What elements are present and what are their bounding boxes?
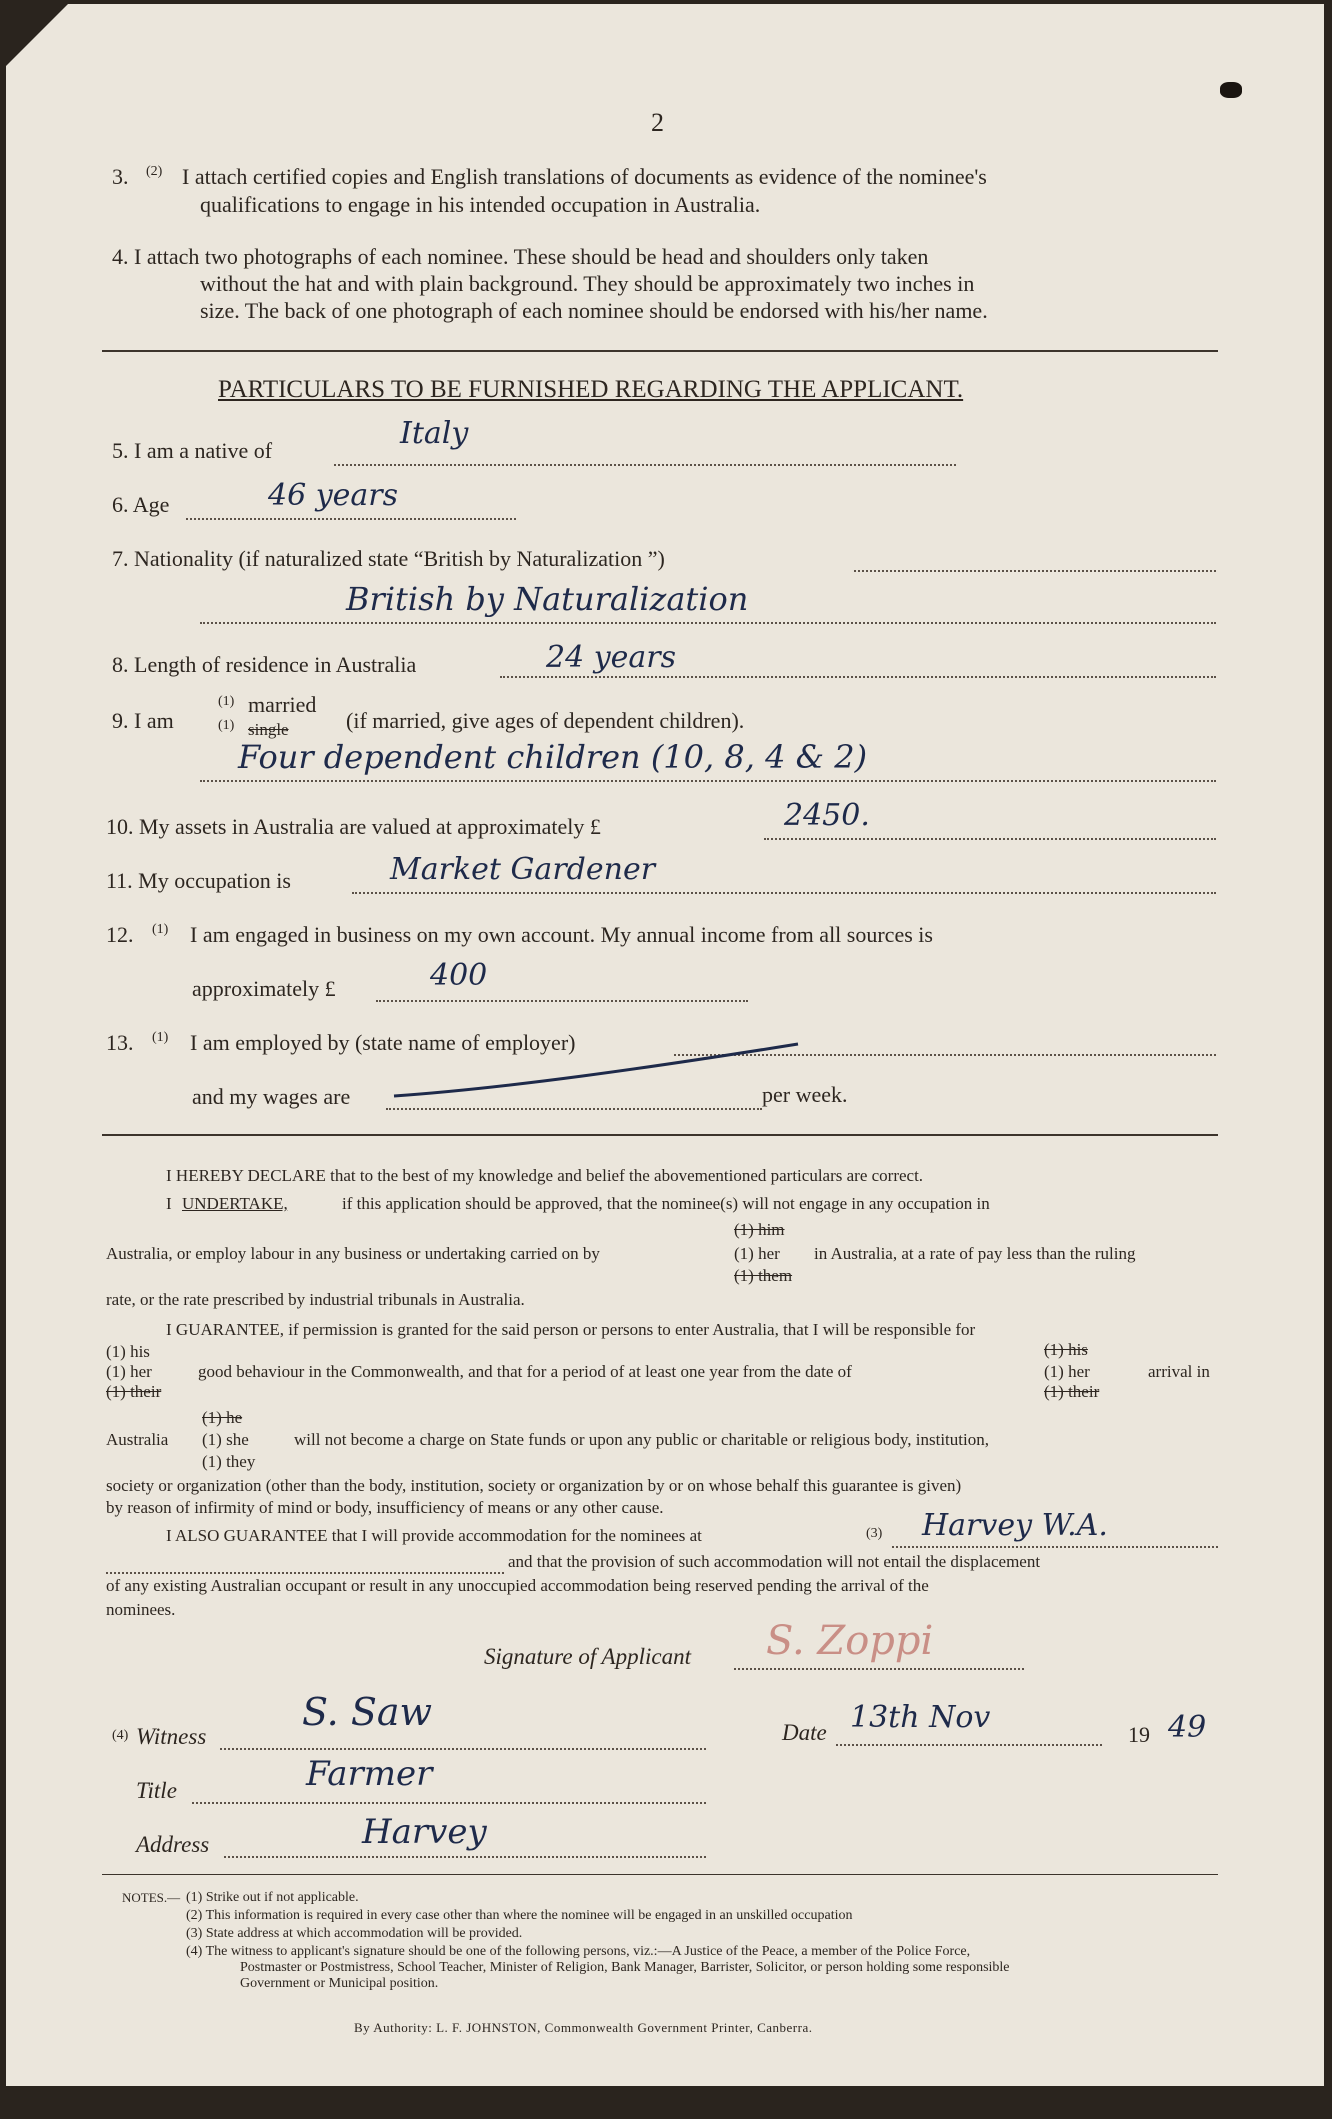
field-9-footnote-1: (1) — [218, 694, 235, 709]
provision-line-2: of any existing Australian occupant or result in any unoccupied accommodation being reserved pending the arrival of the — [106, 1576, 929, 1595]
charge-australia: Australia — [106, 1430, 169, 1449]
witness-signature: S. Saw — [302, 1690, 433, 1734]
field-6-value: 46 years — [268, 478, 399, 513]
address-dots — [224, 1856, 706, 1858]
corner-fold — [6, 4, 68, 66]
notes-prefix: NOTES.— — [122, 1890, 181, 1905]
undertake-word: UNDERTAKE, — [182, 1194, 288, 1213]
year-value: 49 — [1168, 1710, 1207, 1745]
field-12-number: 12. — [106, 922, 134, 947]
item-4-line-1: 4. I attach two photographs of each nominee. These should be head and shoulders only taken — [112, 244, 929, 269]
item-4-line-2: without the hat and with plain background. They should be approximately two inches in — [200, 271, 975, 296]
field-7-value: British by Naturalization — [346, 580, 749, 618]
field-13-number: 13. — [106, 1030, 134, 1055]
field-8-label: 8. Length of residence in Australia — [112, 652, 417, 677]
field-13-per-week: per week. — [762, 1082, 848, 1107]
field-11-label: 11. My occupation is — [106, 868, 291, 893]
note-4-line-1: (4) The witness to applicant's signature should be one of the following persons, viz.:—A Justice of the Peace, a member of the Police Force, — [186, 1944, 971, 1959]
field-9-single: single — [248, 720, 289, 739]
charge-she: (1) she — [202, 1430, 249, 1449]
guarantee-her-2: (1) her — [1044, 1362, 1090, 1381]
strike-through-pen-line — [388, 1038, 808, 1108]
option-them: (1) them — [734, 1266, 793, 1285]
field-5-label: 5. I am a native of — [112, 438, 273, 463]
note-4-line-2: Postmaster or Postmistress, School Teacher, Minister of Religion, Bank Manager, Barrister, Solicitor, or person holding some responsible — [240, 1960, 1010, 1975]
guarantee-middle: good behaviour in the Commonwealth, and that for a period of at least one year from the date of — [198, 1362, 852, 1381]
field-7-dots — [854, 570, 1216, 572]
accommodation-address: Harvey W.A. — [922, 1508, 1108, 1543]
field-9-married: married — [248, 692, 317, 717]
torn-bottom-edge — [6, 2086, 1324, 2112]
form-page — [6, 4, 1324, 2112]
note-3: (3) State address at which accommodation will be provided. — [186, 1926, 523, 1941]
date-label: Date — [782, 1720, 827, 1745]
witness-dots — [220, 1748, 706, 1750]
provision-dots — [106, 1572, 504, 1574]
field-9-value: Four dependent children (10, 8, 4 & 2) — [238, 738, 868, 776]
item-3-footnote: (2) — [146, 164, 163, 179]
also-footnote: (3) — [866, 1526, 883, 1541]
item-3-line-2: qualifications to engage in his intended occupation in Australia. — [200, 192, 761, 217]
signature-value: S. Zoppi — [766, 1618, 934, 1664]
section-heading: PARTICULARS TO BE FURNISHED REGARDING THE APPLICANT. — [218, 376, 964, 403]
field-9-note: (if married, give ages of dependent children). — [346, 708, 745, 733]
printer-imprint: By Authority: L. F. JOHNSTON, Commonwealth Government Printer, Canberra. — [354, 2020, 813, 2035]
undertake-line-3a: Australia, or employ labour in any business or undertaking carried on by — [106, 1244, 600, 1263]
address-value: Harvey — [362, 1812, 487, 1852]
field-8-value: 24 years — [546, 640, 677, 675]
field-10-value: 2450. — [784, 798, 870, 833]
charge-line-2: society or organization (other than the body, institution, society or organization by or on whose behalf this guarantee is given) — [106, 1476, 962, 1495]
witness-label: Witness — [136, 1724, 207, 1749]
witness-footnote: (4) — [112, 1728, 129, 1743]
field-11-value: Market Gardener — [390, 852, 656, 887]
divider-bottom — [102, 1874, 1218, 1875]
field-10-dots — [764, 838, 1216, 840]
divider-top — [102, 350, 1218, 352]
undertake-text: if this application should be approved, that the nominee(s) will not engage in any occupation in — [342, 1194, 990, 1213]
address-label: Address — [136, 1832, 210, 1857]
provision-line-3: nominees. — [106, 1600, 176, 1619]
note-1: (1) Strike out if not applicable. — [186, 1890, 359, 1905]
field-10-label: 10. My assets in Australia are valued at approximately £ — [106, 814, 601, 839]
item-4-line-3: size. The back of one photograph of each nominee should be endorsed with his/her name. — [200, 298, 988, 323]
option-her: (1) her — [734, 1244, 780, 1263]
item-3-line-1: I attach certified copies and English translations of documents as evidence of the nominee's — [182, 164, 987, 189]
field-8-dots — [500, 676, 1216, 678]
field-6-dots — [186, 518, 516, 520]
also-guarantee: I ALSO GUARANTEE that I will provide accommodation for the nominees at — [166, 1526, 702, 1545]
signature-label: Signature of Applicant — [484, 1644, 691, 1669]
note-2: (2) This information is required in every case other than where the nominee will be engaged in an unskilled occupation — [186, 1908, 853, 1923]
field-5-value: Italy — [400, 416, 469, 451]
field-13-text: I am employed by (state name of employer) — [190, 1030, 576, 1055]
charge-they: (1) they — [202, 1452, 256, 1471]
charge-he: (1) he — [202, 1408, 243, 1427]
field-13-footnote: (1) — [152, 1030, 169, 1045]
page-number: 2 — [651, 108, 664, 137]
guarantee-their-2: (1) their — [1044, 1382, 1100, 1401]
date-value: 13th Nov — [850, 1700, 991, 1735]
undertake-line-4: rate, or the rate prescribed by industrial tribunals in Australia. — [106, 1290, 525, 1309]
guarantee-text: I GUARANTEE, if permission is granted for the said person or persons to enter Australia, that I will be responsible for — [166, 1320, 976, 1339]
guarantee-her: (1) her — [106, 1362, 152, 1381]
provision-line-1: and that the provision of such accommodation will not entail the displacement — [508, 1552, 1041, 1571]
title-label: Title — [136, 1778, 177, 1803]
field-12-value: 400 — [430, 958, 488, 993]
guarantee-arrival: arrival in — [1148, 1362, 1210, 1381]
undertake-line-3b: in Australia, at a rate of pay less than the ruling — [814, 1244, 1136, 1263]
field-13-wages-dots — [386, 1108, 762, 1110]
guarantee-their: (1) their — [106, 1382, 162, 1401]
title-value: Farmer — [306, 1754, 433, 1794]
note-4-line-3: Government or Municipal position. — [240, 1976, 439, 1991]
guarantee-his: (1) his — [106, 1342, 150, 1361]
field-7-label: 7. Nationality (if naturalized state “British by Naturalization ”) — [112, 546, 665, 571]
field-9-prefix: 9. I am — [112, 708, 174, 733]
field-12-approx: approximately £ — [192, 976, 336, 1001]
field-6-label: 6. Age — [112, 492, 170, 517]
field-12-text: I am engaged in business on my own account. My annual income from all sources is — [190, 922, 933, 947]
field-9-footnote-2: (1) — [218, 718, 235, 733]
year-prefix: 19 — [1128, 1722, 1150, 1747]
field-13-wages-label: and my wages are — [192, 1084, 351, 1109]
option-him: (1) him — [734, 1220, 785, 1239]
field-12-dots — [376, 1000, 748, 1002]
item-3-number: 3. — [112, 164, 129, 189]
guarantee-his-2: (1) his — [1044, 1340, 1088, 1359]
signature-dots — [734, 1668, 1024, 1670]
title-dots — [192, 1802, 706, 1804]
charge-line-3: by reason of infirmity of mind or body, insufficiency of means or any other cause. — [106, 1498, 664, 1517]
field-11-dots — [352, 892, 1216, 894]
declaration-hereby: I HEREBY DECLARE that to the best of my knowledge and belief the abovementioned particulars are correct. — [166, 1166, 924, 1185]
charge-text: will not become a charge on State funds or upon any public or charitable or religious body, institution, — [294, 1430, 989, 1449]
divider-middle — [102, 1134, 1218, 1136]
undertake-i: I — [166, 1194, 172, 1213]
field-12-footnote: (1) — [152, 922, 169, 937]
field-9-dots — [200, 780, 1216, 782]
field-5-dots — [334, 464, 956, 466]
date-dots — [836, 1744, 1102, 1746]
field-7-dots-line-2 — [200, 622, 1216, 624]
ink-blot-mark — [1220, 82, 1242, 98]
accommodation-dots — [892, 1546, 1218, 1548]
